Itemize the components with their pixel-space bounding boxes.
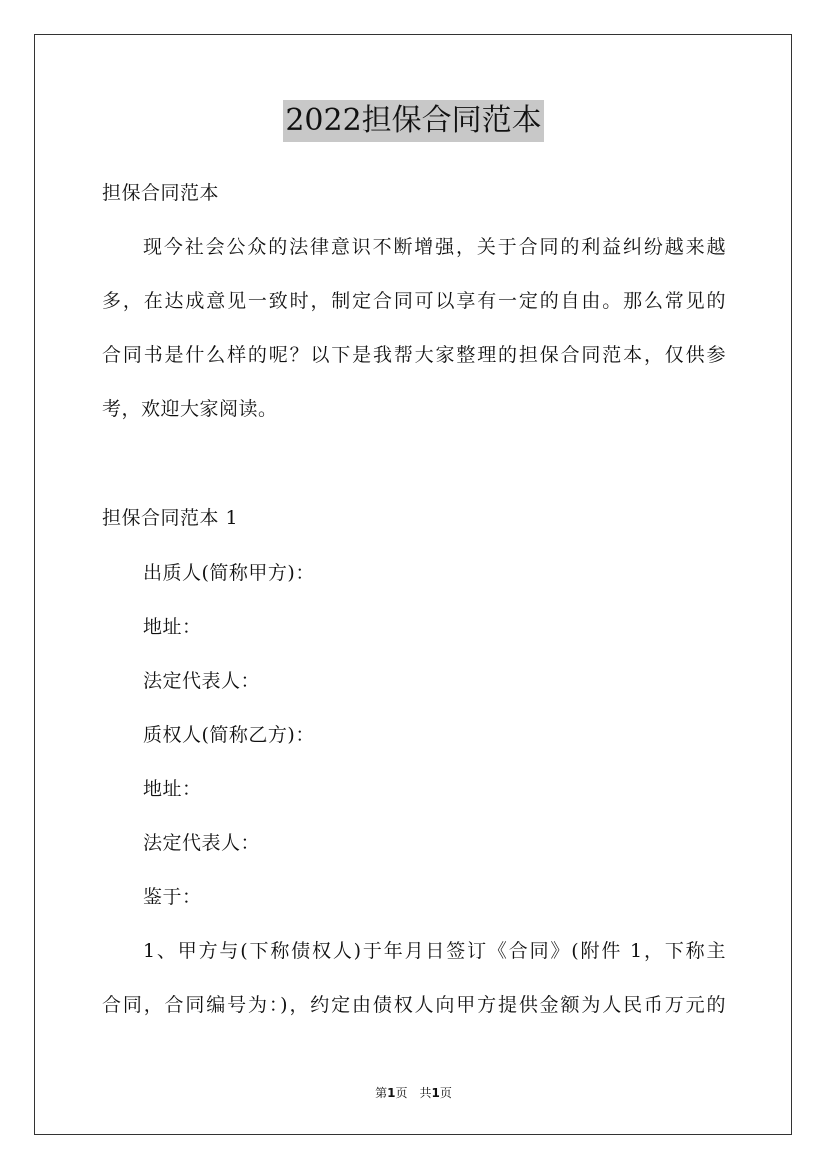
document-title: 2022担保合同范本 <box>283 100 543 142</box>
title-container <box>0 100 827 142</box>
footer-suffix: 页 <box>439 1086 452 1100</box>
heading-2: 担保合同范本 1 <box>102 507 239 529</box>
page-footer <box>0 1084 827 1101</box>
footer-mid: 页 共 <box>395 1086 432 1100</box>
field-address-1: 地址： <box>143 616 202 638</box>
intro-line-4: 考，欢迎大家阅读。 <box>102 398 278 420</box>
heading-1: 担保合同范本 <box>102 182 220 204</box>
field-whereas: 鉴于： <box>143 886 202 908</box>
clause-line-1: 1、甲方与(下称债权人)于年月日签订《合同》(附件 1，下称主 <box>143 940 726 962</box>
field-pledgor: 出质人(简称甲方)： <box>143 562 315 584</box>
field-address-2: 地址： <box>143 778 202 800</box>
field-pledgee: 质权人(简称乙方)： <box>143 724 315 746</box>
footer-prefix: 第 <box>375 1086 388 1100</box>
field-legal-rep-1: 法定代表人： <box>143 670 261 692</box>
footer-page-total: 1 <box>431 1086 440 1100</box>
intro-line-2: 多，在达成意见一致时，制定合同可以享有一定的自由。那么常见的 <box>102 290 726 312</box>
field-legal-rep-2: 法定代表人： <box>143 832 261 854</box>
intro-line-1: 现今社会公众的法律意识不断增强，关于合同的利益纠纷越来越 <box>143 236 726 258</box>
clause-line-2: 合同，合同编号为：)，约定由债权人向甲方提供金额为人民币万元的 <box>102 994 726 1016</box>
intro-line-3: 合同书是什么样的呢？以下是我帮大家整理的担保合同范本，仅供参 <box>102 344 726 366</box>
footer-page-number: 1 <box>387 1086 396 1100</box>
